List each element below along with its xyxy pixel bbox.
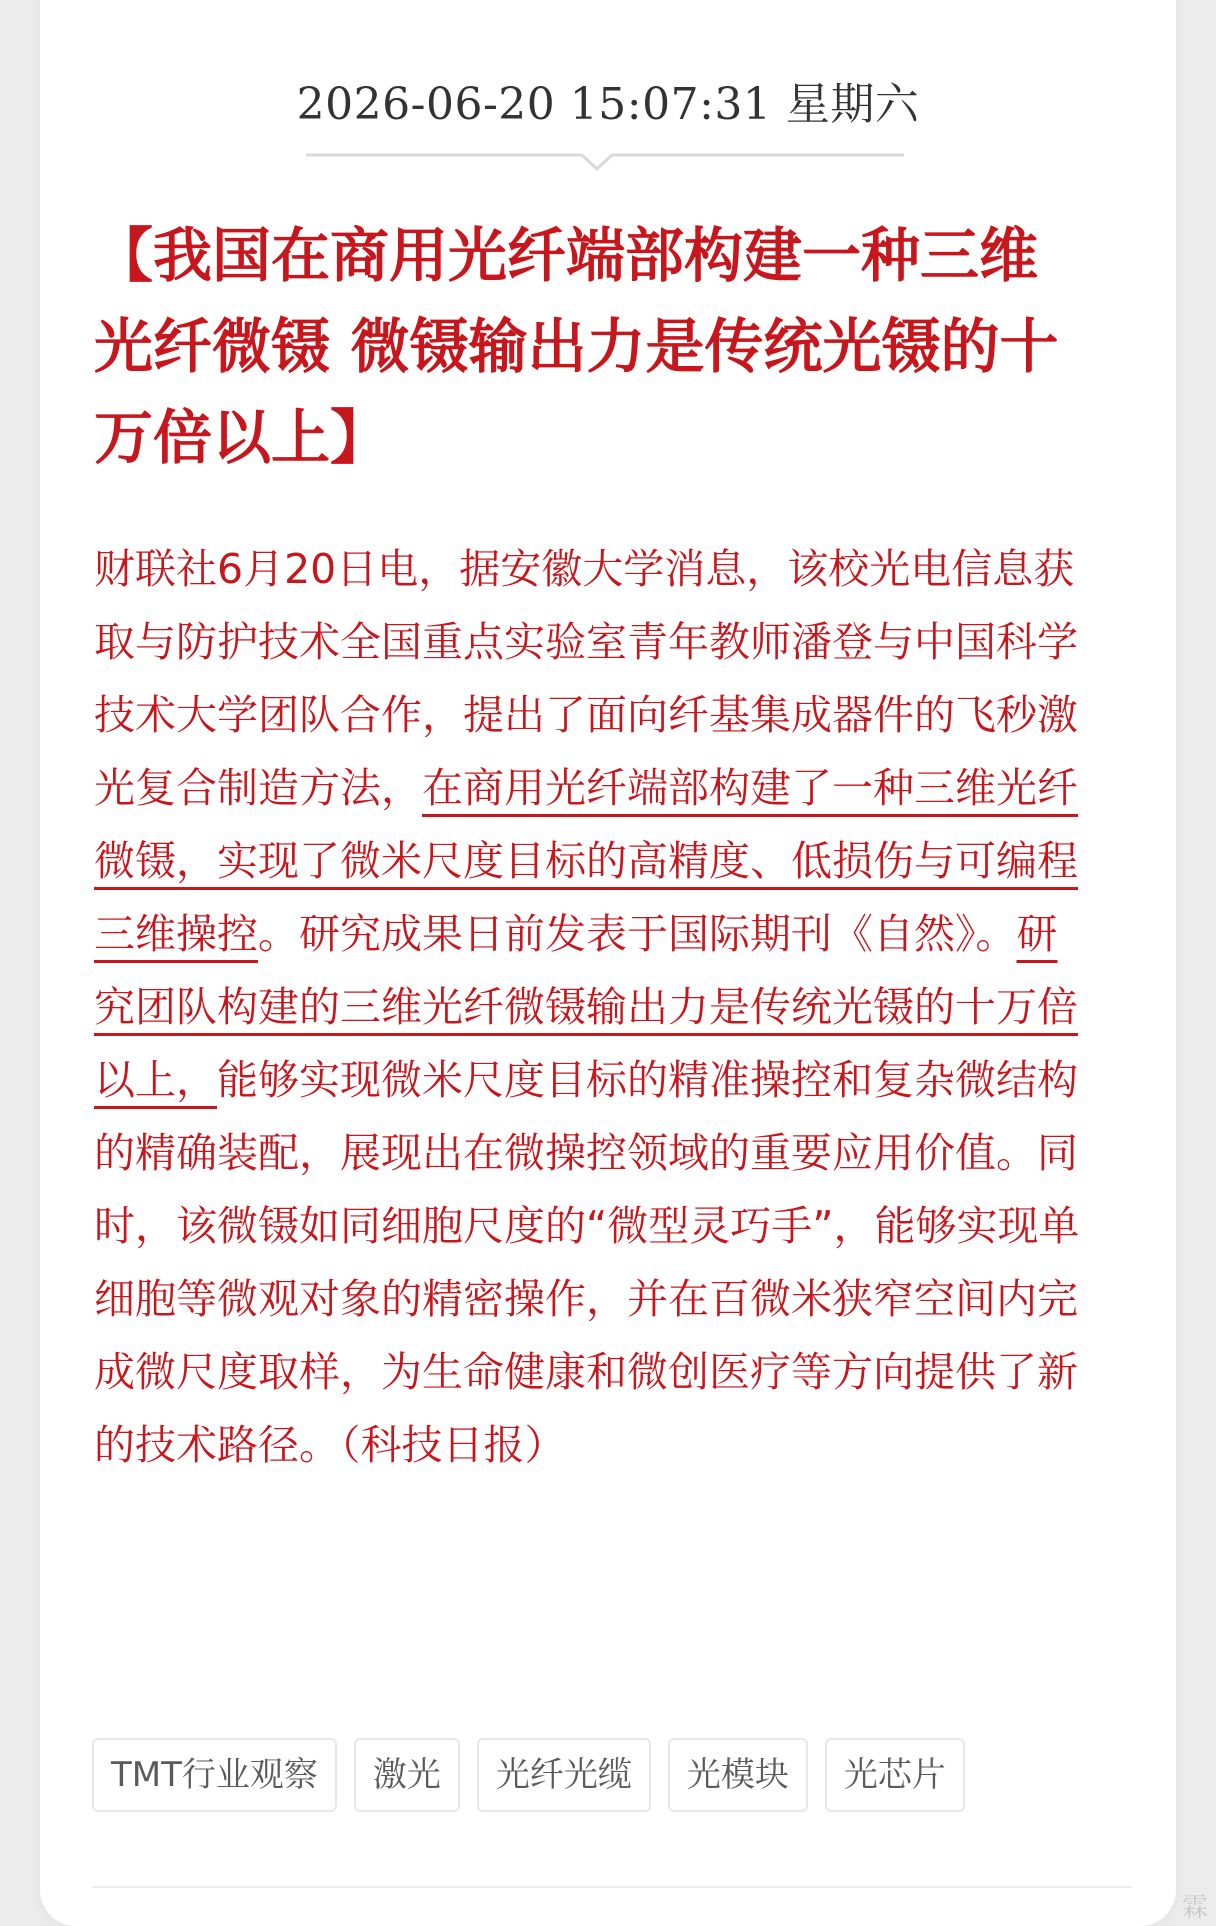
body-text-conclusion: 能够实现微米尺度目标的精准操控和复杂微结构的精确装配，展现出在微操控领域的重要应用价值。同时，该微镊如同细胞尺度的“微型灵巧手”，能够实现单细胞等微观对象的精密操作，并在百微米狭窄空间内完成微尺度取样，为生命健康和微创医疗等方向提供了新的技术路径。（科技日报）	[94, 1056, 1080, 1469]
tag-optical-module[interactable]: 光模块	[668, 1738, 808, 1812]
article-body	[94, 533, 1084, 1482]
header-divider	[306, 152, 904, 172]
watermark-text: 霖	[1181, 1893, 1208, 1923]
body-text-publication: 。研究成果日前发表于国际期刊《自然》。	[258, 910, 1017, 958]
tag-tmt[interactable]: TMT行业观察	[92, 1738, 337, 1812]
article-headline: 【我国在商用光纤端部构建一种三维光纤微镊 微镊输出力是传统光镊的十万倍以上】	[94, 221, 1059, 472]
publish-datetime: 2026-06-20 15:07:31 星期六	[296, 79, 920, 130]
tag-list	[92, 1738, 965, 1812]
tag-optical-chip[interactable]: 光芯片	[825, 1738, 965, 1812]
bottom-divider	[92, 1886, 1132, 1888]
body-text-intro: 财联社6月20日电，据安徽大学消息，该校光电信息获取与防护技术全国重点实验室青年教师潘登与中国科学技术大学团队合作，提出了面向纤基集成器件的飞秒激光复合制造方法，	[94, 545, 1078, 812]
highlighted-sentence-1: 在商用光纤端部构建了一种三维光纤微镊，实现了微米尺度目标的高精度、低损伤与可编程三维操控	[94, 764, 1078, 958]
highlighted-sentence-2: 研究团队构建的三维光纤微镊输出力是传统光镊的十万倍以上，	[94, 910, 1078, 1104]
tag-laser[interactable]: 激光	[354, 1738, 460, 1812]
tag-optical-fiber-cable[interactable]: 光纤光缆	[477, 1738, 651, 1812]
